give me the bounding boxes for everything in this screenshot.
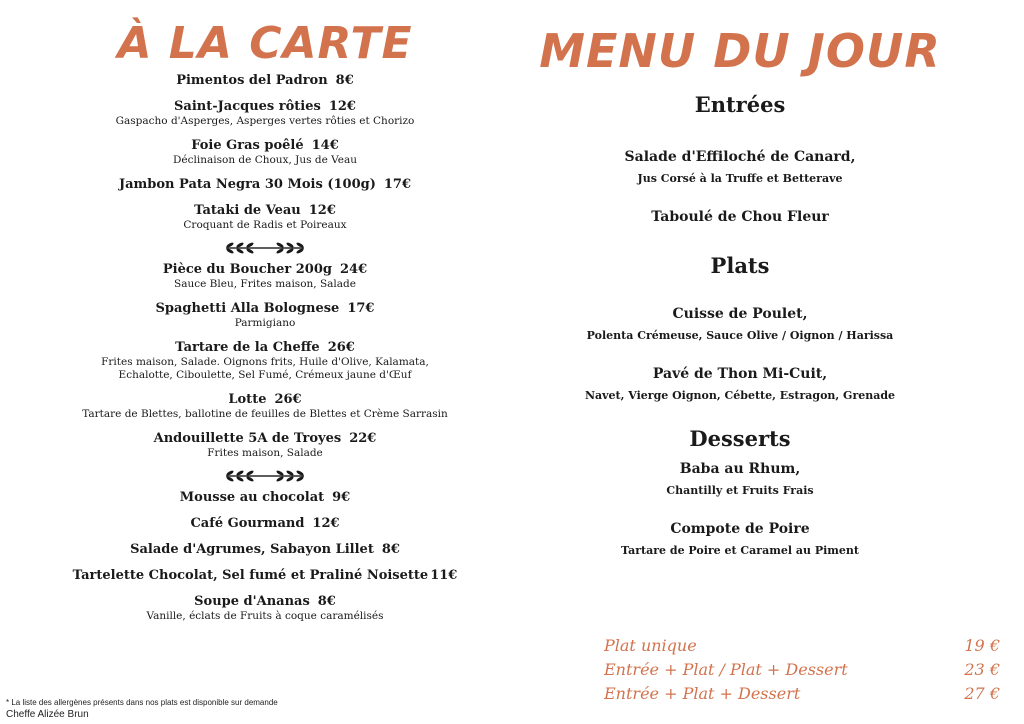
item-description: Tartare de Blettes, ballotine de feuilles de Blettes et Crème Sarrasin: [82, 408, 448, 420]
carte-mains: [0, 261, 530, 460]
item-name-line: [0, 339, 530, 356]
item-price: 8€: [381, 542, 400, 557]
item-name: Tartare de la Cheffe: [175, 340, 320, 355]
dish-description: Chantilly et Fruits Frais: [666, 484, 814, 497]
item-name-line: [0, 176, 530, 193]
item-name: Tartelette Chocolat, Sel fumé et Praliné Noisette: [72, 568, 429, 583]
item-name-line: [0, 391, 530, 408]
chef-signature: Cheffe Alizée Brun: [6, 709, 89, 720]
item-name: Pièce du Boucher 200g: [162, 262, 332, 277]
menu-item: [0, 300, 530, 330]
dish-name: Compote de Poire: [670, 521, 810, 537]
dish-description: Navet, Vierge Oignon, Cébette, Estragon, Grenade: [584, 389, 896, 402]
dish-description: Tartare de Poire et Caramel au Piment: [620, 544, 859, 557]
section-desserts: [520, 426, 960, 559]
carte-starters: [0, 72, 530, 232]
item-name-line: [0, 261, 530, 278]
item-name-line: [0, 430, 530, 447]
item-description: Parmigiano: [234, 317, 296, 329]
dish-name: Salade d'Effiloché de Canard,: [624, 149, 856, 165]
dish: [520, 364, 960, 404]
menu-item: [0, 541, 530, 558]
item-price: 12€: [312, 516, 340, 531]
dish: [520, 459, 960, 499]
dish-description: Jus Corsé à la Truffe et Betterave: [637, 172, 843, 185]
price-row: [604, 658, 1000, 682]
item-name-line: [0, 515, 530, 532]
section-heading: Desserts: [689, 426, 791, 451]
section-entrees: [520, 92, 960, 227]
item-price: 24€: [339, 262, 368, 277]
menu-item: [0, 98, 530, 128]
menu-item: [0, 430, 530, 460]
section-plats: [520, 253, 960, 404]
item-description: Sauce Bleu, Frites maison, Salade: [174, 278, 356, 290]
menu-item: [0, 137, 530, 167]
item-name: Jambon Pata Negra 30 Mois (100g): [118, 177, 376, 192]
dish: [520, 207, 960, 227]
item-name-line: [0, 137, 530, 154]
menu-item: [0, 339, 530, 382]
item-name-line: [0, 72, 530, 89]
item-price: 8€: [317, 594, 336, 609]
item-description: Gaspacho d'Asperges, Asperges vertes rôties et Chorizo: [115, 115, 415, 127]
item-name: Café Gourmand: [190, 516, 305, 531]
menu-item: [0, 567, 530, 584]
formula-price: 19 €: [964, 636, 1000, 655]
item-price: 26€: [274, 392, 302, 407]
item-name-line: [0, 567, 530, 584]
item-name: Andouillette 5A de Troyes: [153, 431, 342, 446]
item-price: 12€: [308, 203, 336, 218]
item-description: Déclinaison de Choux, Jus de Veau: [173, 154, 357, 166]
item-name: Salade d'Agrumes, Sabayon Lillet: [130, 542, 374, 557]
item-price: 26€: [327, 340, 355, 355]
item-name: Mousse au chocolat: [179, 490, 325, 505]
dish-description: Polenta Crémeuse, Sauce Olive / Oignon / Harissa: [586, 329, 894, 342]
menu-item: [0, 72, 530, 89]
laurel-divider-icon: [0, 241, 530, 255]
item-name-line: [0, 300, 530, 317]
menu-item: [0, 176, 530, 193]
section-heading: Plats: [710, 253, 770, 278]
item-price: 8€: [335, 73, 354, 88]
dish: [520, 519, 960, 559]
item-name: Soupe d'Ananas: [194, 594, 310, 609]
menu-item: [0, 261, 530, 291]
menu-item: [0, 391, 530, 421]
item-name-line: [0, 98, 530, 115]
dish-name: Cuisse de Poulet,: [672, 306, 808, 322]
menu-item: [0, 515, 530, 532]
item-description: Croquant de Radis et Poireaux: [183, 219, 347, 231]
item-name: Foie Gras poêlé: [191, 138, 304, 153]
item-name-line: [0, 593, 530, 610]
item-price: 12€: [328, 99, 356, 114]
dish-name: Taboulé de Chou Fleur: [651, 209, 829, 225]
section-heading: Entrées: [694, 92, 786, 117]
allergen-note: * La liste des allergènes présents dans nos plats est disponible sur demande: [6, 698, 278, 707]
item-price: 9€: [332, 490, 351, 505]
formula-label: Entrée + Plat + Dessert: [604, 684, 801, 703]
dish-name: Pavé de Thon Mi-Cuit,: [652, 366, 828, 382]
item-name: Tataki de Veau: [194, 203, 301, 218]
formula-prices: [604, 634, 1000, 706]
item-description: Frites maison, Salade. Oignons frits, Huile d'Olive, Kalamata, Echalotte, Ciboulette, Sel Fumé, Crémeux jaune d'Œuf: [101, 356, 429, 381]
item-name-line: [0, 541, 530, 558]
dish: [520, 304, 960, 344]
item-description: Frites maison, Salade: [207, 447, 323, 459]
laurel-divider-icon: [0, 469, 530, 483]
dish: [520, 147, 960, 187]
item-name: Pimentos del Padron: [176, 73, 328, 88]
formula-label: Entrée + Plat / Plat + Dessert: [604, 660, 848, 679]
item-name: Saint-Jacques rôties: [174, 99, 321, 114]
carte-column: [0, 72, 530, 632]
menu-du-jour-title: MENU DU JOUR: [539, 24, 941, 78]
formula-price: 27 €: [964, 684, 1000, 703]
item-name: Lotte: [228, 392, 267, 407]
menu-item: [0, 202, 530, 232]
formula-label: Plat unique: [604, 636, 697, 655]
item-price: 11€: [430, 568, 458, 583]
dish-name: Baba au Rhum,: [679, 461, 801, 477]
menu-item: [0, 593, 530, 623]
item-name-line: [0, 489, 530, 506]
item-name: Spaghetti Alla Bolognese: [155, 301, 340, 316]
menu-item: [0, 489, 530, 506]
item-name-line: [0, 202, 530, 219]
item-price: 17€: [383, 177, 412, 192]
price-row: [604, 634, 1000, 658]
carte-desserts: [0, 489, 530, 623]
price-row: [604, 682, 1000, 706]
item-price: 14€: [311, 138, 339, 153]
item-price: 17€: [347, 301, 375, 316]
carte-title: À LA CARTE: [117, 18, 413, 69]
footer: [6, 698, 278, 721]
menu-du-jour-column: [520, 92, 960, 579]
item-price: 22€: [349, 431, 377, 446]
formula-price: 23 €: [964, 660, 1000, 679]
item-description: Vanille, éclats de Fruits à coque caramélisés: [146, 610, 384, 622]
